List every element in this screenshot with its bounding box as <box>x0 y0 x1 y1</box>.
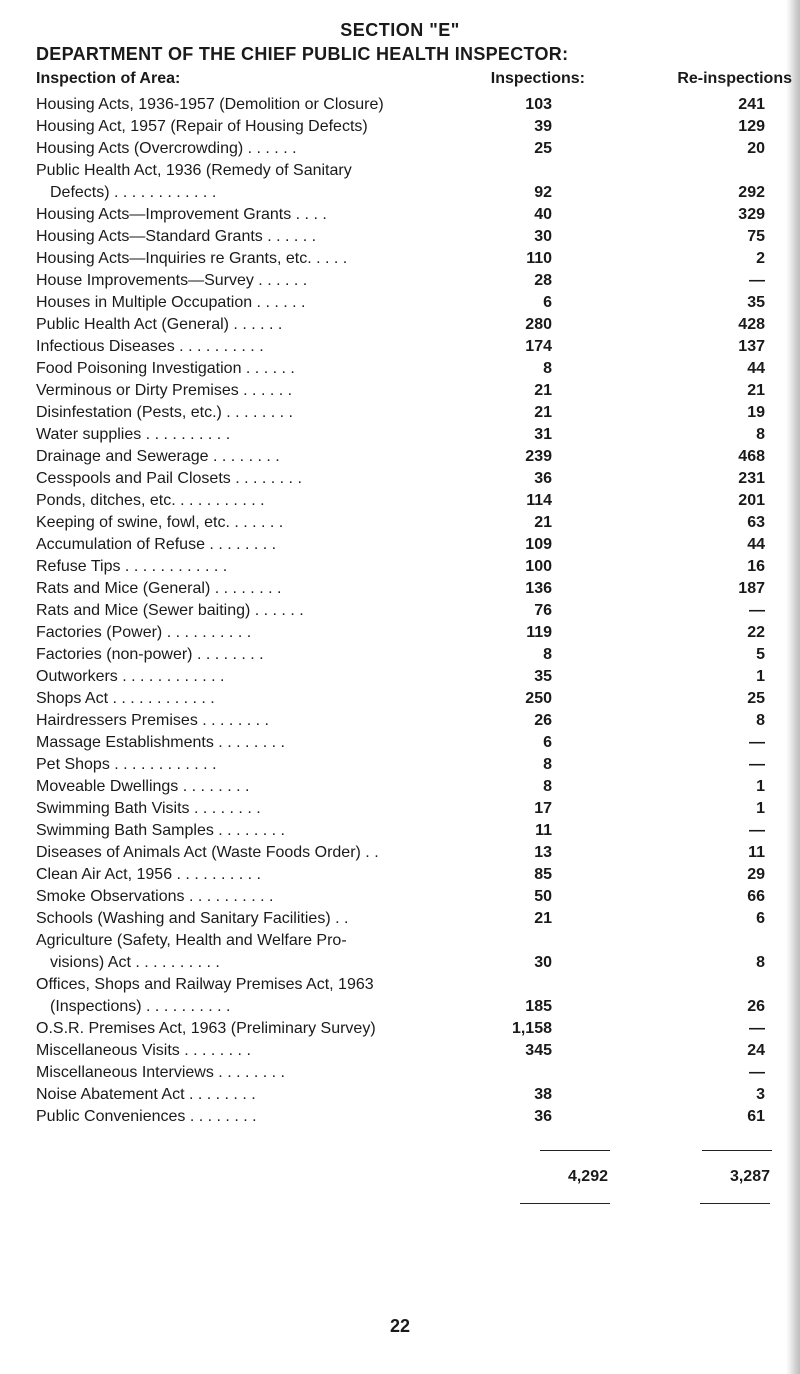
inspections-value: 110 <box>526 250 552 267</box>
reinspections-value: — <box>749 1020 765 1037</box>
table-row <box>36 248 800 270</box>
page-number: 22 <box>389 1316 411 1336</box>
row-label-line: Housing Acts—Inquiries re Grants, etc. . . . . <box>36 250 348 267</box>
row-label-line: Swimming Bath Visits . . . . . . . . <box>36 800 261 817</box>
row-label-line: Public Health Act, 1936 (Remedy of Sanitary <box>36 162 352 179</box>
reinspections-value: 8 <box>756 712 765 729</box>
inspections-value: 50 <box>534 888 552 905</box>
row-label <box>36 380 496 402</box>
row-label <box>36 1062 496 1084</box>
reinspections-value: 20 <box>747 140 765 157</box>
reinspections-value: — <box>749 272 765 289</box>
table-row <box>36 776 800 798</box>
reinspections-value: 1 <box>756 778 765 795</box>
row-label-line: Shops Act . . . . . . . . . . . . <box>36 690 215 707</box>
reinspections-value: 137 <box>738 338 765 355</box>
inspection-table <box>36 94 800 1128</box>
inspections-value: 85 <box>534 866 552 883</box>
total-rule-top-reinspections <box>702 1150 772 1151</box>
inspections-value: 185 <box>525 998 552 1015</box>
row-label <box>36 292 496 314</box>
inspections-value: 31 <box>534 426 552 443</box>
row-label-line: Houses in Multiple Occupation . . . . . . <box>36 294 306 311</box>
row-label-line: Smoke Observations . . . . . . . . . . <box>36 888 274 905</box>
row-label-line: Public Health Act (General) . . . . . . <box>36 316 283 333</box>
table-row <box>36 864 800 886</box>
table-row <box>36 402 800 424</box>
inspections-value: 239 <box>525 448 552 465</box>
reinspections-value: 231 <box>738 470 765 487</box>
reinspections-value: 468 <box>738 448 765 465</box>
table-row <box>36 336 800 358</box>
row-label <box>36 512 496 534</box>
row-label <box>36 688 496 710</box>
reinspections-value: 25 <box>747 690 765 707</box>
row-label-line: Outworkers . . . . . . . . . . . . <box>36 668 225 685</box>
row-label-line: Disinfestation (Pests, etc.) . . . . . . . . <box>36 404 293 421</box>
inspections-value: 30 <box>534 228 552 245</box>
inspections-value: 8 <box>543 646 552 663</box>
row-label <box>36 930 496 974</box>
row-label <box>36 908 496 930</box>
table-row <box>36 490 800 512</box>
row-label-line: O.S.R. Premises Act, 1963 (Preliminary Survey) <box>36 1020 376 1037</box>
row-label <box>36 446 496 468</box>
inspections-value: 21 <box>534 404 552 421</box>
reinspections-value: 44 <box>747 536 765 553</box>
row-label <box>36 116 496 138</box>
reinspections-value: 75 <box>747 228 765 245</box>
reinspections-value: 35 <box>747 294 765 311</box>
table-row <box>36 446 800 468</box>
row-label <box>36 1084 496 1106</box>
table-row <box>36 820 800 842</box>
row-label-line: Cesspools and Pail Closets . . . . . . . . <box>36 470 302 487</box>
row-label-line: Pet Shops . . . . . . . . . . . . <box>36 756 217 773</box>
header-inspections: Inspections: <box>490 70 585 87</box>
reinspections-value: 16 <box>747 558 765 575</box>
row-label <box>36 644 496 666</box>
row-label <box>36 1040 496 1062</box>
table-row <box>36 710 800 732</box>
row-label <box>36 864 496 886</box>
reinspections-value: 8 <box>756 954 765 971</box>
inspections-value: 8 <box>543 778 552 795</box>
reinspections-value: 129 <box>738 118 765 135</box>
inspections-value: 35 <box>534 668 552 685</box>
row-label-line: Water supplies . . . . . . . . . . <box>36 426 231 443</box>
table-row <box>36 358 800 380</box>
inspections-value: 36 <box>534 470 552 487</box>
inspections-value: 8 <box>543 360 552 377</box>
table-row <box>36 688 800 710</box>
row-label <box>36 1106 496 1128</box>
table-row <box>36 94 800 116</box>
row-label-line: Accumulation of Refuse . . . . . . . . <box>36 536 277 553</box>
reinspections-value: 24 <box>747 1042 765 1059</box>
row-label <box>36 710 496 732</box>
row-label <box>36 732 496 754</box>
table-row <box>36 380 800 402</box>
row-label <box>36 798 496 820</box>
inspections-value: 21 <box>534 382 552 399</box>
row-label <box>36 336 496 358</box>
table-row <box>36 204 800 226</box>
row-label-line: Drainage and Sewerage . . . . . . . . <box>36 448 280 465</box>
table-row <box>36 138 800 160</box>
section-title: SECTION "E" <box>340 20 460 40</box>
inspections-value: 109 <box>525 536 552 553</box>
inspections-value: 119 <box>526 624 552 641</box>
header-reinspections: Re-inspections <box>677 70 792 87</box>
row-label-line: Keeping of swine, fowl, etc. . . . . . . <box>36 514 284 531</box>
inspections-value: 13 <box>534 844 552 861</box>
table-row <box>36 754 800 776</box>
row-label <box>36 600 496 622</box>
reinspections-value: 26 <box>747 998 765 1015</box>
inspections-value: 6 <box>543 734 552 751</box>
header-area: Inspection of Area: <box>36 70 181 87</box>
table-row <box>36 842 800 864</box>
row-label-line: Housing Act, 1957 (Repair of Housing Defects) <box>36 118 368 135</box>
table-row <box>36 534 800 556</box>
row-label-line: Miscellaneous Visits . . . . . . . . <box>36 1042 251 1059</box>
row-label-line: Public Conveniences . . . . . . . . <box>36 1108 257 1125</box>
row-label-line: Massage Establishments . . . . . . . . <box>36 734 285 751</box>
row-label <box>36 754 496 776</box>
table-row <box>36 930 800 974</box>
table-row <box>36 226 800 248</box>
reinspections-value: 428 <box>738 316 765 333</box>
row-label-continuation: visions) Act . . . . . . . . . . <box>50 954 220 971</box>
row-label-continuation: (Inspections) . . . . . . . . . . <box>50 998 231 1015</box>
row-label-line: Housing Acts—Standard Grants . . . . . . <box>36 228 317 245</box>
reinspections-value: 5 <box>756 646 765 663</box>
row-label <box>36 314 496 336</box>
inspections-value: 11 <box>535 822 552 839</box>
reinspections-value: — <box>749 1064 765 1081</box>
row-label-line: Swimming Bath Samples . . . . . . . . <box>36 822 285 839</box>
inspections-value: 174 <box>525 338 552 355</box>
reinspections-value: 187 <box>738 580 765 597</box>
reinspections-value: 3 <box>756 1086 765 1103</box>
reinspections-value: 8 <box>756 426 765 443</box>
table-row <box>36 556 800 578</box>
table-row <box>36 292 800 314</box>
reinspections-value: 1 <box>756 800 765 817</box>
reinspections-value: 201 <box>738 492 765 509</box>
reinspections-value: 241 <box>738 96 765 113</box>
inspections-value: 345 <box>525 1042 552 1059</box>
row-label <box>36 490 496 512</box>
table-row <box>36 732 800 754</box>
table-row <box>36 1018 800 1040</box>
table-row <box>36 1106 800 1128</box>
inspections-value: 30 <box>534 954 552 971</box>
row-label <box>36 556 496 578</box>
row-label <box>36 160 496 204</box>
row-label-line: Ponds, ditches, etc. . . . . . . . . . . <box>36 492 265 509</box>
inspections-value: 92 <box>534 184 552 201</box>
row-label <box>36 534 496 556</box>
inspections-value: 40 <box>534 206 552 223</box>
row-label-line: Offices, Shops and Railway Premises Act, 1963 <box>36 976 374 993</box>
inspections-value: 26 <box>534 712 552 729</box>
row-label-line: Factories (non-power) . . . . . . . . <box>36 646 264 663</box>
table-row <box>36 424 800 446</box>
row-label-continuation: Defects) . . . . . . . . . . . . <box>50 184 217 201</box>
inspections-value: 76 <box>534 602 552 619</box>
reinspections-value: — <box>749 756 765 773</box>
reinspections-value: — <box>749 822 765 839</box>
table-row <box>36 1084 800 1106</box>
row-label <box>36 974 496 1018</box>
table-row <box>36 512 800 534</box>
reinspections-value: 61 <box>747 1108 765 1125</box>
row-label <box>36 248 496 270</box>
row-label <box>36 94 496 116</box>
table-row <box>36 666 800 688</box>
row-label <box>36 402 496 424</box>
inspections-value: 21 <box>534 514 552 531</box>
row-label <box>36 622 496 644</box>
inspections-value: 17 <box>534 800 552 817</box>
row-label-line: Clean Air Act, 1956 . . . . . . . . . . <box>36 866 261 883</box>
table-row <box>36 116 800 138</box>
inspections-value: 1,158 <box>511 1020 552 1037</box>
row-label-line: Moveable Dwellings . . . . . . . . <box>36 778 250 795</box>
inspections-value: 21 <box>534 910 552 927</box>
row-label <box>36 886 496 908</box>
row-label <box>36 204 496 226</box>
row-label <box>36 578 496 600</box>
reinspections-value: 1 <box>756 668 765 685</box>
reinspections-value: 22 <box>747 624 765 641</box>
row-label-line: Noise Abatement Act . . . . . . . . <box>36 1086 256 1103</box>
row-label-line: Rats and Mice (General) . . . . . . . . <box>36 580 282 597</box>
row-label <box>36 842 496 864</box>
row-label-line: Diseases of Animals Act (Waste Foods Order) . . <box>36 844 379 861</box>
row-label-line: Food Poisoning Investigation . . . . . . <box>36 360 295 377</box>
row-label-line: Refuse Tips . . . . . . . . . . . . <box>36 558 228 575</box>
row-label-line: Agriculture (Safety, Health and Welfare Pro- <box>36 932 347 949</box>
row-label-line: Rats and Mice (Sewer baiting) . . . . . . <box>36 602 304 619</box>
row-label-line: Miscellaneous Interviews . . . . . . . . <box>36 1064 285 1081</box>
table-row <box>36 270 800 292</box>
inspections-value: 103 <box>525 96 552 113</box>
reinspections-value: 6 <box>756 910 765 927</box>
table-row <box>36 644 800 666</box>
row-label-line: Housing Acts—Improvement Grants . . . . <box>36 206 327 223</box>
total-rule-top-inspections <box>540 1150 610 1151</box>
reinspections-value: — <box>749 602 765 619</box>
inspections-value: 6 <box>543 294 552 311</box>
row-label <box>36 358 496 380</box>
inspections-value: 136 <box>525 580 552 597</box>
reinspections-value: 11 <box>748 844 765 861</box>
reinspections-value: 63 <box>747 514 765 531</box>
total-reinspections: 3,287 <box>729 1168 770 1185</box>
row-label-line: House Improvements—Survey . . . . . . <box>36 272 308 289</box>
inspections-value: 280 <box>525 316 552 333</box>
table-row <box>36 1062 800 1084</box>
inspections-value: 8 <box>543 756 552 773</box>
reinspections-value: 21 <box>747 382 765 399</box>
table-row <box>36 600 800 622</box>
reinspections-value: 292 <box>738 184 765 201</box>
total-inspections: 4,292 <box>567 1168 608 1185</box>
row-label <box>36 1018 496 1040</box>
row-label-line: Housing Acts, 1936-1957 (Demolition or Closure) <box>36 96 384 113</box>
row-label <box>36 270 496 292</box>
row-label-line: Factories (Power) . . . . . . . . . . <box>36 624 252 641</box>
table-row <box>36 908 800 930</box>
reinspections-value: 329 <box>738 206 765 223</box>
reinspections-value: 19 <box>747 404 765 421</box>
reinspections-value: 66 <box>747 888 765 905</box>
inspections-value: 114 <box>526 492 552 509</box>
inspections-value: 250 <box>525 690 552 707</box>
reinspections-value: — <box>749 734 765 751</box>
table-row <box>36 886 800 908</box>
total-rule-bottom-reinspections <box>700 1203 770 1204</box>
reinspections-value: 44 <box>747 360 765 377</box>
table-row <box>36 578 800 600</box>
total-rule-bottom-inspections <box>520 1203 610 1204</box>
row-label-line: Housing Acts (Overcrowding) . . . . . . <box>36 140 297 157</box>
department-title: DEPARTMENT OF THE CHIEF PUBLIC HEALTH INSPECTOR: <box>36 44 569 64</box>
row-label <box>36 666 496 688</box>
inspections-value: 36 <box>534 1108 552 1125</box>
row-label <box>36 468 496 490</box>
reinspections-value: 29 <box>747 866 765 883</box>
inspections-value: 38 <box>534 1086 552 1103</box>
table-row <box>36 974 800 1018</box>
row-label-line: Infectious Diseases . . . . . . . . . . <box>36 338 264 355</box>
table-row <box>36 160 800 204</box>
table-row <box>36 1040 800 1062</box>
reinspections-value: 2 <box>756 250 765 267</box>
table-row <box>36 314 800 336</box>
inspections-value: 100 <box>525 558 552 575</box>
row-label-line: Hairdressers Premises . . . . . . . . <box>36 712 269 729</box>
row-label <box>36 820 496 842</box>
row-label <box>36 424 496 446</box>
row-label-line: Verminous or Dirty Premises . . . . . . <box>36 382 293 399</box>
table-row <box>36 622 800 644</box>
table-row <box>36 468 800 490</box>
inspections-value: 28 <box>534 272 552 289</box>
row-label <box>36 226 496 248</box>
row-label <box>36 776 496 798</box>
inspections-value: 25 <box>534 140 552 157</box>
inspections-value: 39 <box>534 118 552 135</box>
table-row <box>36 798 800 820</box>
row-label <box>36 138 496 160</box>
row-label-line: Schools (Washing and Sanitary Facilities) . . <box>36 910 349 927</box>
